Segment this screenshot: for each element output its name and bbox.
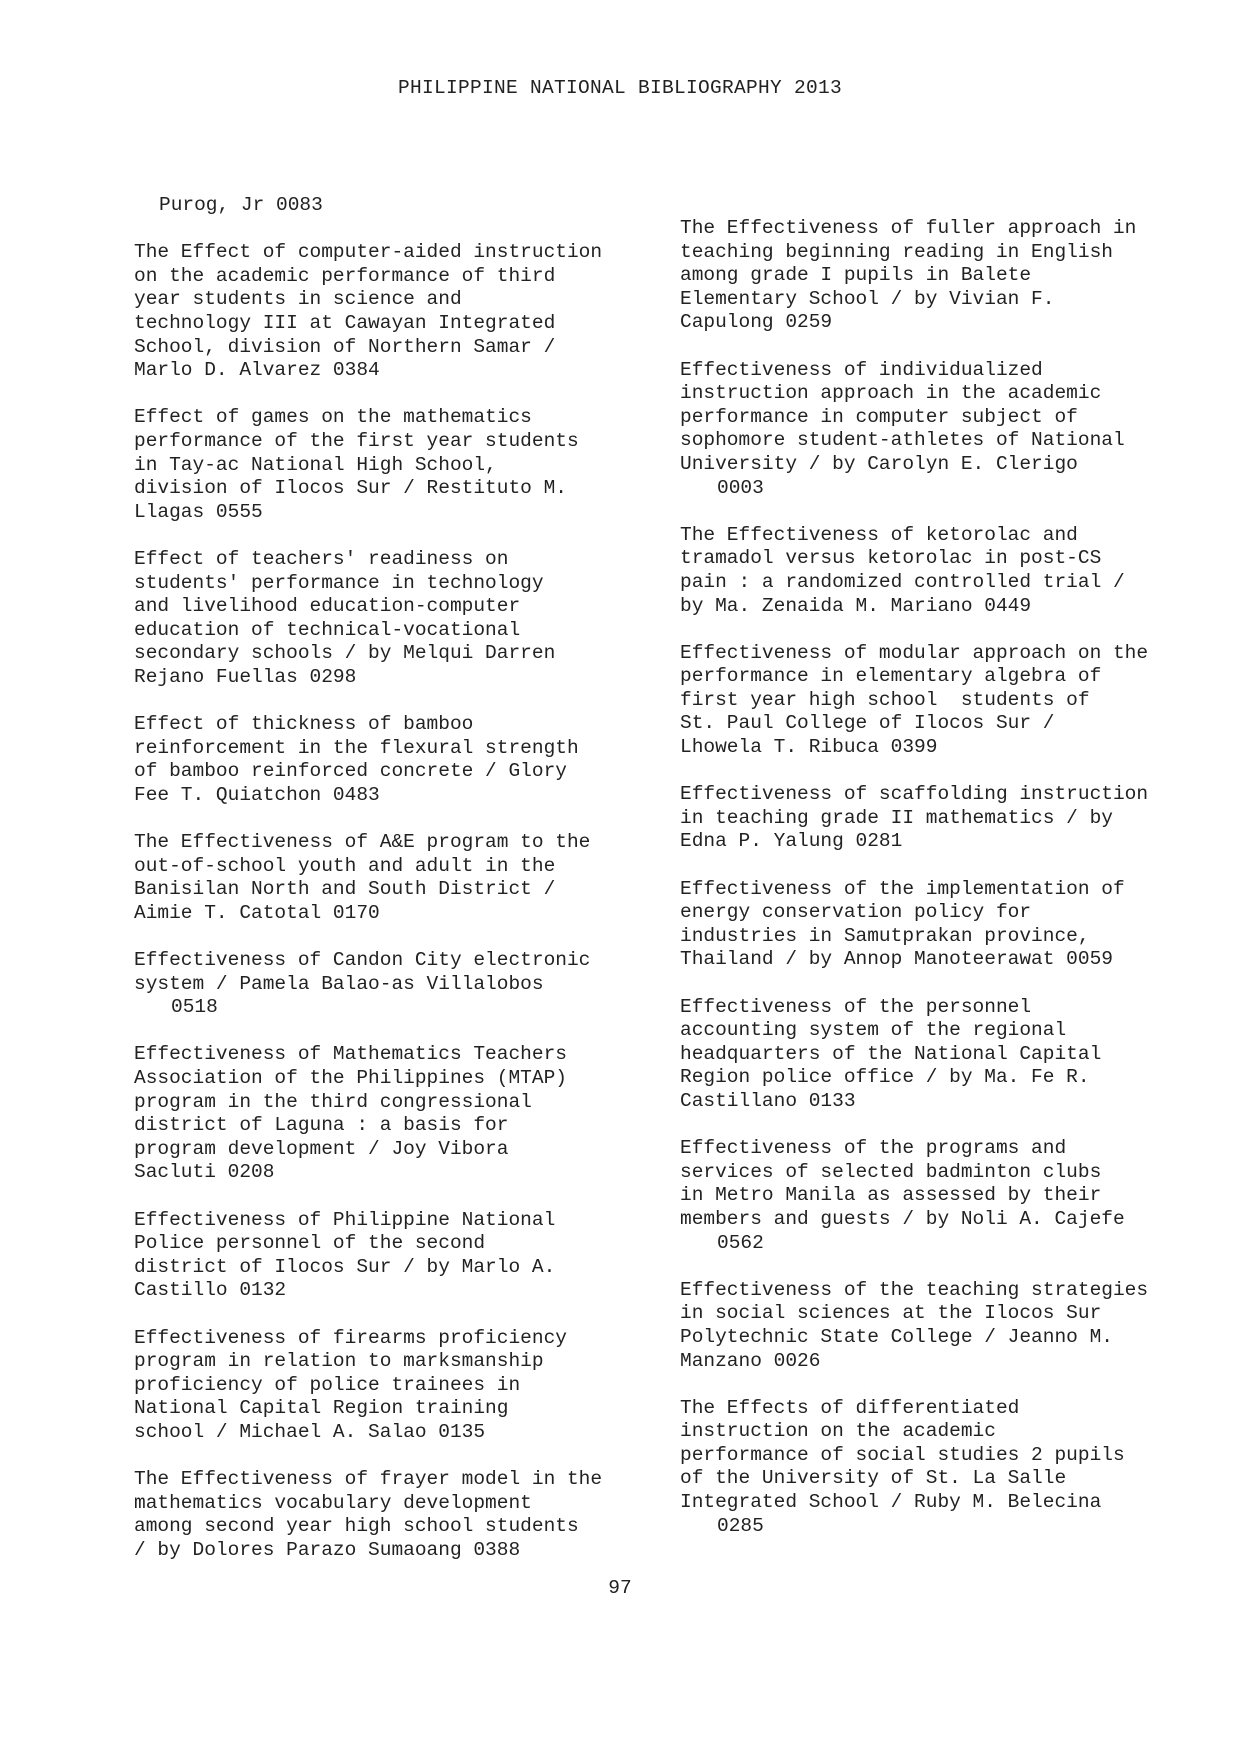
bibliography-entry — [134, 406, 674, 524]
entry-line: Edna P. Yalung 0281 — [680, 830, 903, 853]
entry-line: Banisilan North and South District / — [134, 878, 556, 901]
entry-number: 0562 — [717, 1231, 764, 1254]
entry-line: students' performance in technology — [134, 571, 544, 594]
entry-line: University / by Carolyn E. Clerigo — [680, 452, 1078, 475]
entry-line: among grade I pupils in Balete — [680, 264, 1032, 287]
entry-line: mathematics vocabulary development — [134, 1491, 532, 1514]
entry-line: Polytechnic State College / Jeanno M. — [680, 1325, 1113, 1348]
entry-line: The Effects of differentiated — [680, 1396, 1020, 1419]
entry-line: among second year high school students — [134, 1515, 579, 1538]
entry-line: The Effect of computer-aided instruction — [134, 241, 603, 264]
entry-line: National Capital Region training — [134, 1397, 509, 1420]
bibliography-entry — [680, 996, 1220, 1114]
page-header: PHILIPPINE NATIONAL BIBLIOGRAPHY 2013 — [397, 77, 843, 99]
entry-line: Marlo D. Alvarez 0384 — [134, 359, 380, 382]
bibliography-entry — [134, 241, 674, 383]
entry-line: district of Laguna : a basis for — [134, 1114, 509, 1137]
bibliography-entry — [680, 217, 1220, 335]
entry-line: Effectiveness of Mathematics Teachers — [134, 1043, 567, 1066]
entry-line: program in the third congressional — [134, 1090, 532, 1113]
entry-line: Llagas 0555 — [134, 500, 263, 523]
entry-line: in Metro Manila as assessed by their — [680, 1184, 1102, 1207]
entry-line: School, division of Northern Samar / — [134, 335, 556, 358]
entry-line: Effectiveness of firearms proficiency — [134, 1326, 567, 1349]
bibliography-entry — [680, 642, 1220, 760]
entry-line: by Ma. Zenaida M. Mariano 0449 — [680, 594, 1032, 617]
entry-line: secondary schools / by Melqui Darren — [134, 642, 556, 665]
entry-line: Effect of thickness of bamboo — [134, 713, 474, 736]
entry-line: in Tay-ac National High School, — [134, 453, 497, 476]
entry-line: Sacluti 0208 — [134, 1161, 275, 1184]
entry-line: tramadol versus ketorolac in post-CS — [680, 547, 1102, 570]
entry-line: Police personnel of the second — [134, 1232, 486, 1255]
entry-line: Effectiveness of the programs and — [680, 1137, 1067, 1160]
entry-line: pain : a randomized controlled trial / — [680, 570, 1125, 593]
entry-line: industries in Samutprakan province, — [680, 924, 1090, 947]
entry-line: members and guests / by Noli A. Cajefe — [680, 1207, 1125, 1230]
bibliography-entry — [134, 949, 674, 1020]
entry-line: school / Michael A. Salao 0135 — [134, 1420, 486, 1443]
bibliography-entry — [134, 1327, 674, 1445]
entry-line: Fee T. Quiatchon 0483 — [134, 783, 380, 806]
entry-line: Capulong 0259 — [680, 311, 833, 334]
entry-line: Effectiveness of the personnel — [680, 995, 1032, 1018]
bibliography-entry — [680, 1137, 1220, 1255]
entry-line: Castillo 0132 — [134, 1279, 287, 1302]
entry-line: Lhowela T. Ribuca 0399 — [680, 736, 938, 759]
entry-line: division of Ilocos Sur / Restituto M. — [134, 477, 567, 500]
entry-line: The Effectiveness of A&E program to the — [134, 831, 591, 854]
right-column — [680, 217, 1220, 1562]
entry-line: education of technical-vocational — [134, 618, 521, 641]
entry-line: Thailand / by Annop Manoteerawat 0059 — [680, 948, 1113, 971]
bibliography-entry — [134, 831, 674, 925]
bibliography-entry — [134, 548, 674, 690]
entry-line: performance of the first year students — [134, 429, 579, 452]
entry-line: Effectiveness of Philippine National — [134, 1208, 556, 1231]
entry-line: Region police office / by Ma. Fe R. — [680, 1066, 1090, 1089]
entry-line: first year high school students of — [680, 688, 1090, 711]
entry-number: 0518 — [171, 996, 218, 1019]
entry-line: performance of social studies 2 pupils — [680, 1443, 1125, 1466]
entry-line: Aimie T. Catotal 0170 — [134, 901, 380, 924]
entry-number: 0003 — [717, 476, 764, 499]
entry-line: proficiency of police trainees in — [134, 1373, 521, 1396]
entry-line: / by Dolores Parazo Sumaoang 0388 — [134, 1538, 521, 1561]
bibliography-entry — [680, 524, 1220, 618]
entry-line: and livelihood education-computer — [134, 595, 521, 618]
entry-line: Association of the Philippines (MTAP) — [134, 1066, 567, 1089]
entry-line: Manzano 0026 — [680, 1349, 821, 1372]
entry-line: The Effectiveness of frayer model in the — [134, 1468, 603, 1491]
entry-line: Effectiveness of Candon City electronic — [134, 949, 591, 971]
bibliography-entry — [680, 1397, 1220, 1539]
entry-line: services of selected badminton clubs — [680, 1160, 1102, 1183]
entry-line: Effect of teachers' readiness on — [134, 547, 509, 570]
entry-line: of the University of St. La Salle — [680, 1467, 1067, 1490]
entry-number: 0285 — [717, 1514, 764, 1537]
entry-line: instruction on the academic — [680, 1420, 996, 1443]
entry-line: teaching beginning reading in English — [680, 240, 1113, 263]
entry-line: Effect of games on the mathematics — [134, 406, 532, 429]
entry-line: Integrated School / Ruby M. Belecina — [680, 1491, 1102, 1514]
entry-line: Effectiveness of individualized — [680, 358, 1043, 381]
entry-line: sophomore student-athletes of National — [680, 429, 1125, 452]
bibliography-entry — [134, 194, 674, 218]
entry-line: in teaching grade II mathematics / by — [680, 806, 1113, 829]
entry-line: Rejano Fuellas 0298 — [134, 665, 357, 688]
entry-line: reinforcement in the flexural strength — [134, 736, 579, 759]
entry-line: accounting system of the regional — [680, 1019, 1067, 1042]
entry-line: performance in computer subject of — [680, 405, 1078, 428]
bibliography-entry — [680, 878, 1220, 972]
entry-line: energy conservation policy for — [680, 901, 1032, 924]
entry-line: Elementary School / by Vivian F. — [680, 287, 1055, 310]
entry-line: program in relation to marksmanship — [134, 1350, 544, 1373]
entry-line: system / Pamela Balao-as Villalobos — [134, 972, 544, 995]
entry-line: technology III at Cawayan Integrated — [134, 311, 556, 334]
entry-line: Effectiveness of the teaching strategies — [680, 1278, 1149, 1301]
entry-line: district of Ilocos Sur / by Marlo A. — [134, 1255, 556, 1278]
entry-line: year students in science and — [134, 288, 462, 311]
entry-line: headquarters of the National Capital — [680, 1042, 1102, 1065]
entry-line: out-of-school youth and adult in the — [134, 854, 556, 877]
bibliography-entry — [134, 1468, 674, 1562]
bibliography-entry — [680, 783, 1220, 854]
entry-line: of bamboo reinforced concrete / Glory — [134, 760, 567, 783]
bibliography-entry — [680, 359, 1220, 501]
entry-line: Effectiveness of scaffolding instruction — [680, 783, 1149, 806]
entry-line: on the academic performance of third — [134, 264, 556, 287]
entry-line: instruction approach in the academic — [680, 382, 1102, 405]
entry-line: The Effectiveness of ketorolac and — [680, 523, 1078, 546]
entry-line: St. Paul College of Ilocos Sur / — [680, 712, 1055, 735]
bibliography-entry — [134, 1043, 674, 1185]
bibliography-entry — [134, 713, 674, 807]
entry-line: performance in elementary algebra of — [680, 665, 1102, 688]
entry-line: program development / Joy Vibora — [134, 1137, 509, 1160]
bibliography-entry — [680, 1279, 1220, 1373]
entry-line: in social sciences at the Ilocos Sur — [680, 1302, 1102, 1325]
entry-line: Effectiveness of the implementation of — [680, 877, 1125, 900]
entry-line: Castillano 0133 — [680, 1089, 856, 1112]
entry-line: Effectiveness of modular approach on the — [680, 641, 1149, 664]
left-column — [134, 194, 674, 1586]
entry-line: The Effectiveness of fuller approach in — [680, 217, 1137, 239]
bibliography-entry — [134, 1209, 674, 1303]
entry-line: Purog, Jr 0083 — [159, 194, 323, 216]
page-number: 97 — [608, 1577, 632, 1599]
